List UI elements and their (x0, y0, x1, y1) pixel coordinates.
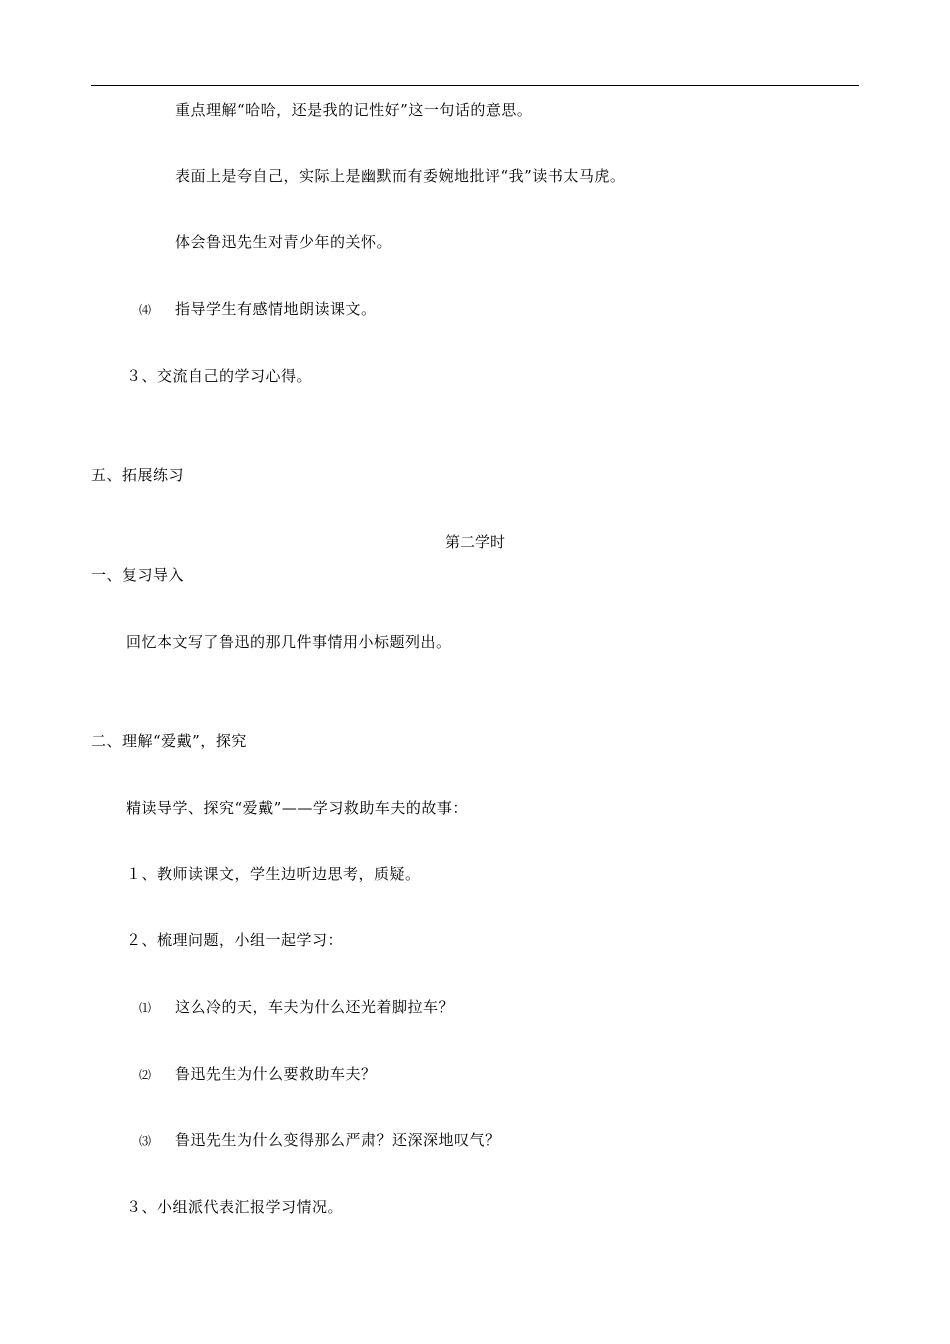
text-line: １、教师读课文，学生边听边思考，质疑。 (126, 865, 421, 883)
header-rule (91, 85, 859, 86)
text-line: 表面上是夸自己，实际上是幽默而有委婉地批评“我”读书太马虎。 (175, 167, 626, 185)
section-heading: 二、理解“爱戴”，探究 (91, 732, 247, 750)
numbered-item (139, 1064, 377, 1085)
text-line: ２、梳理问题，小组一起学习： (126, 931, 344, 949)
item-number: ⑵ (139, 1068, 152, 1082)
numbered-item (139, 1130, 501, 1151)
item-text: 指导学生有感情地朗读课文。 (175, 300, 377, 318)
lesson-title: 第二学时 (444, 533, 505, 551)
item-number: ⑷ (139, 303, 152, 317)
text-line: 精读导学、探究“爱戴”——学习救助车夫的故事： (126, 799, 468, 817)
item-text: 鲁迅先生为什么变得那么严肃？还深深地叹气？ (175, 1131, 501, 1149)
item-number: ⑶ (139, 1134, 152, 1148)
numbered-item (139, 299, 377, 320)
text-line: ３、交流自己的学习心得。 (126, 367, 313, 385)
item-text: 鲁迅先生为什么要救助车夫？ (175, 1065, 377, 1083)
text-line: 体会鲁迅先生对青少年的关怀。 (175, 233, 393, 251)
section-heading: 五、拓展练习 (91, 466, 185, 484)
section-heading: 一、复习导入 (91, 566, 185, 584)
item-number: ⑴ (139, 1001, 152, 1015)
item-text: 这么冷的天，车夫为什么还光着脚拉车？ (175, 998, 455, 1016)
text-line: ３、小组派代表汇报学习情况。 (126, 1198, 344, 1216)
text-line: 回忆本文写了鲁迅的那几件事情用小标题列出。 (126, 633, 452, 651)
numbered-item (139, 997, 454, 1018)
text-line: 重点理解“哈哈，还是我的记性好”这一句话的意思。 (175, 101, 533, 119)
